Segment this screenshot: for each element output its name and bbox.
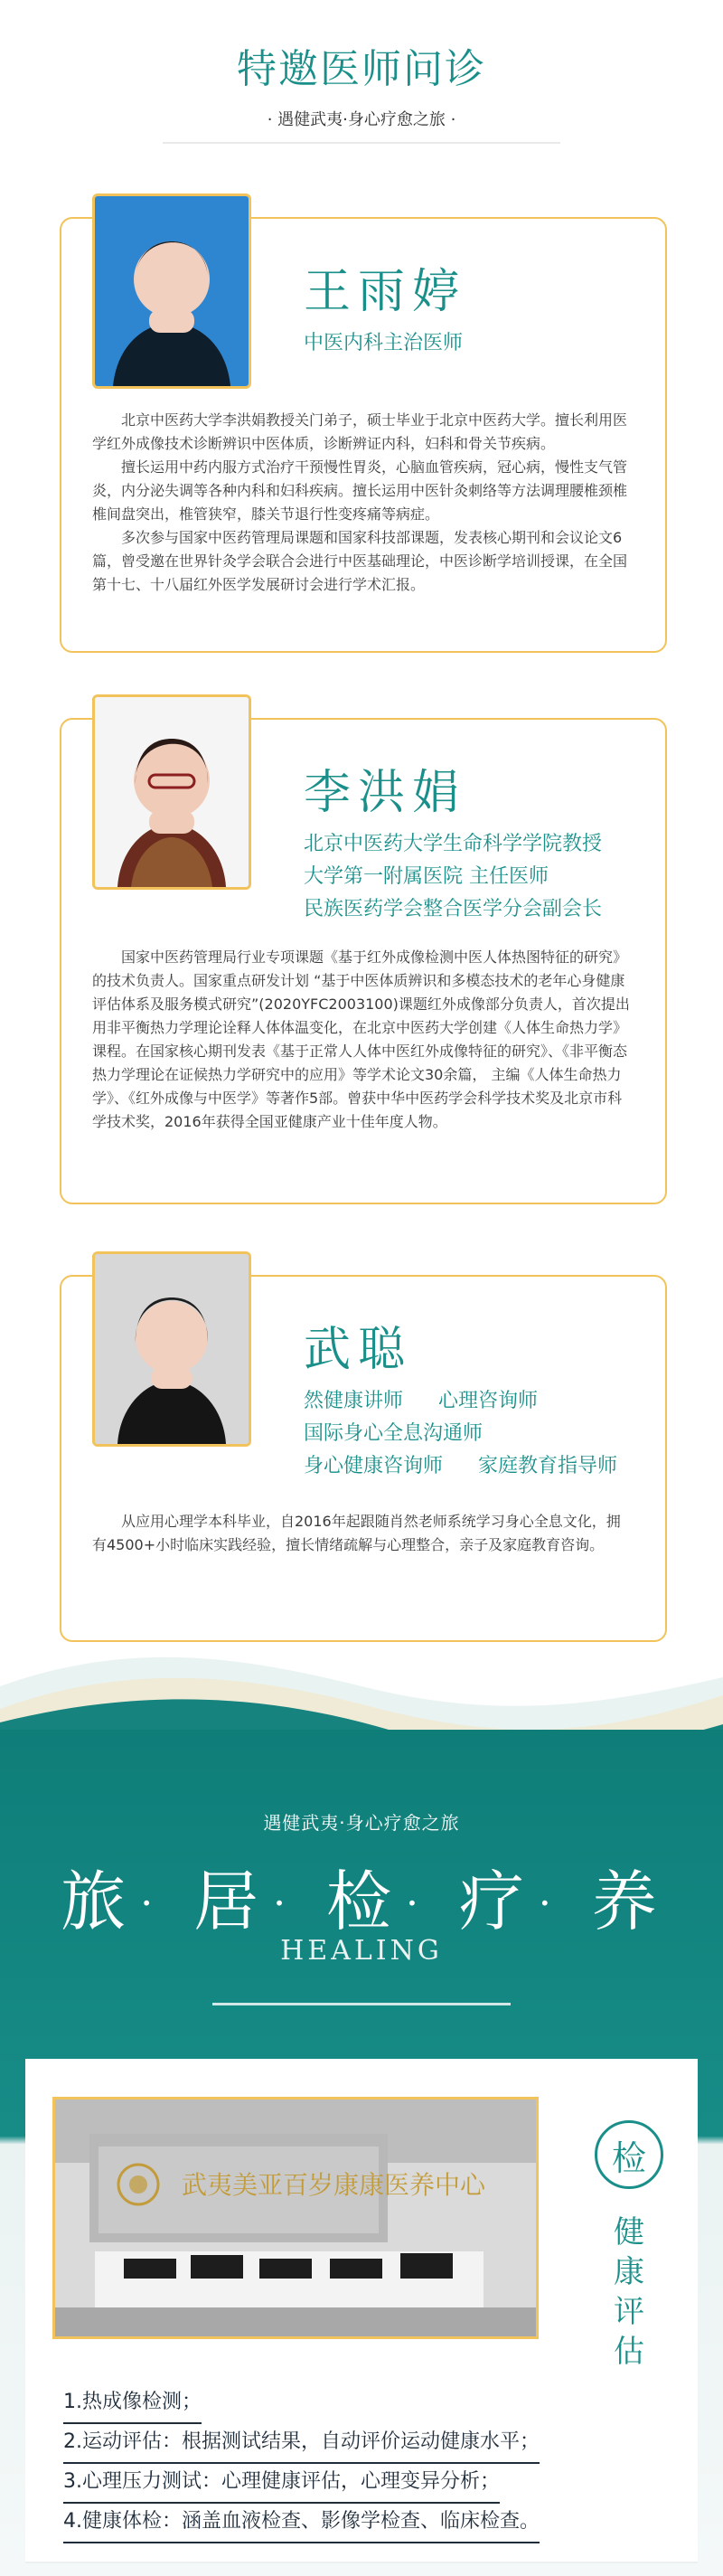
doctor-title: 大学第一附属医院 主任医师 (304, 865, 549, 888)
assessment-item (63, 2424, 665, 2464)
doctor-title: 心理咨询师 (438, 1390, 539, 1412)
assessment-badge: 检 (595, 2120, 663, 2189)
dot-separator: · (406, 1881, 424, 1927)
dot-separator: · (140, 1881, 159, 1927)
healing-title-char: 旅 (61, 1864, 132, 1939)
doctor-card-2 (60, 718, 667, 1204)
dot-separator: · (538, 1881, 557, 1927)
healing-title-char: 检 (325, 1864, 397, 1939)
dot-separator: · (273, 1881, 292, 1927)
bio-paragraph: 多次参与国家中医药管理局课题和国家科技部课题，发表核心期刊和会议论文6篇，曾受邀在世界针灸学会联合会进行中医基础理论，中医诊断学培训授课，在全国第十七、十八届红外医学发展研讨会进行学术汇报。 (92, 529, 628, 593)
doctor-title: 中医内科主治医师 (304, 332, 464, 354)
assessment-item (63, 2384, 665, 2424)
bio-paragraph: 北京中医药大学李洪娟教授关门弟子，硕士毕业于北京中医药大学。擅长利用医学红外成像技术诊断辨识中医体质，诊断辨证内科，妇科和骨关节疾病。 (92, 411, 628, 452)
doctor-title: 然健康讲师 (304, 1390, 404, 1412)
doctor-titles (304, 1385, 638, 1483)
bio-paragraph: 擅长运用中药内服方式治疗干预慢性胃炎，心脑血管疾病，冠心病，慢性支气管炎，内分泌失调等各种内科和妇科疾病。擅长运用中医针灸刺络等方法调理腰椎颈椎椎间盘突出，椎管狭窄，膝关节退行性变疼痛等病症。 (92, 458, 628, 523)
doctor-title-row (304, 861, 638, 893)
healing-title (0, 1849, 723, 1943)
doctor-photo (92, 193, 251, 389)
doctor-bio (92, 409, 634, 597)
doctor-bio (92, 1510, 634, 1557)
doctor-name: 李洪娟 (304, 766, 467, 820)
assessment-item-text: 3.心理压力测试：心理健康评估，心理变异分析； (63, 2464, 500, 2504)
doctor-photo (92, 694, 251, 890)
vertical-title-char: 健 (614, 2214, 644, 2250)
assessment-item (63, 2464, 665, 2504)
assessment-item-text: 2.运动评估：根据测试结果，自动评价运动健康水平； (63, 2424, 540, 2464)
clinic-photo (52, 2097, 539, 2339)
vertical-title-char: 评 (614, 2294, 644, 2330)
bio-paragraph: 从应用心理学本科毕业，自2016年起跟随肖然老师系统学习身心全息文化，拥有4500+小时临床实践经验，擅长情绪疏解与心理整合，亲子及家庭教育咨询。 (92, 1513, 621, 1553)
doctor-card-3 (60, 1275, 667, 1642)
doctor-photo (92, 1251, 251, 1447)
vertical-title-char: 康 (614, 2254, 644, 2290)
header-divider (163, 142, 560, 144)
healing-title-char: 居 (193, 1864, 265, 1939)
doctor-title-row (304, 1385, 638, 1418)
doctor-title: 北京中医药大学生命科学学院教授 (304, 833, 603, 855)
doctor-title: 身心健康咨询师 (304, 1455, 444, 1477)
assessment-list (63, 2384, 665, 2543)
healing-section (0, 1623, 723, 2576)
healing-word: HEALING (280, 1935, 443, 1967)
doctor-name: 王雨婷 (304, 265, 467, 319)
doctor-title-row (304, 1418, 638, 1450)
healing-divider (212, 2003, 511, 2005)
doctor-name: 武聪 (304, 1323, 413, 1377)
healing-tagline: 遇健武夷·身心疗愈之旅 (263, 1812, 460, 1834)
assessment-vertical-title (602, 2213, 656, 2372)
doctor-title-row (304, 828, 638, 861)
assessment-item-text: 4.健康体检：涵盖血液检查、影像学检查、临床检查。 (63, 2504, 540, 2543)
page-subtitle: · 遇健武夷·身心疗愈之旅 · (267, 110, 456, 129)
doctor-title-row (304, 327, 638, 360)
assessment-item (63, 2504, 665, 2543)
doctor-title: 国际身心全息沟通师 (304, 1422, 484, 1445)
healing-title-char: 疗 (458, 1864, 530, 1939)
doctor-title-row (304, 1450, 638, 1483)
assessment-panel (25, 2059, 698, 2562)
vertical-title-char: 估 (614, 2334, 644, 2370)
assessment-item-text: 1.热成像检测； (63, 2384, 202, 2424)
doctor-card-1 (60, 217, 667, 653)
doctor-titles (304, 327, 638, 360)
page-title: 特邀医师问诊 (237, 46, 486, 92)
doctor-titles (304, 828, 638, 926)
doctor-title-row (304, 893, 638, 926)
clinic-logo-text: 武夷美亚百岁康康医养中心 (182, 2170, 486, 2200)
header (0, 0, 723, 172)
doctor-title: 民族医药学会整合医学分会副会长 (304, 898, 603, 920)
doctor-bio (92, 946, 634, 1134)
healing-title-char: 养 (591, 1864, 662, 1939)
bio-paragraph: 国家中医药管理局行业专项课题《基于红外成像检测中医人体热图特征的研究》的技术负责人。国家重点研发计划 “基于中医体质辨识和多模态技术的老年心身健康评估体系及服务模式研究”(2020YFC2003100)课题红外成像部分负责人，首次提出用非平衡热力学理论诠释人体体温变化，在北京中医药大学创建《人体生命热力学》课程。在国家核心期刊发表《基于正常人人体中医红外成像特征的研究》、《非平衡态热力学理论在证候热力学研究中的应用》等学术论文30余篇， 主编《人体生命热力学》、《红外成像与中医学》等著作5部。曾获中华中医药学会科学技术奖及北京市科学技术奖，2016年获得全国亚健康产业十佳年度人物。 (92, 948, 630, 1130)
doctor-title: 家庭教育指导师 (478, 1455, 618, 1477)
